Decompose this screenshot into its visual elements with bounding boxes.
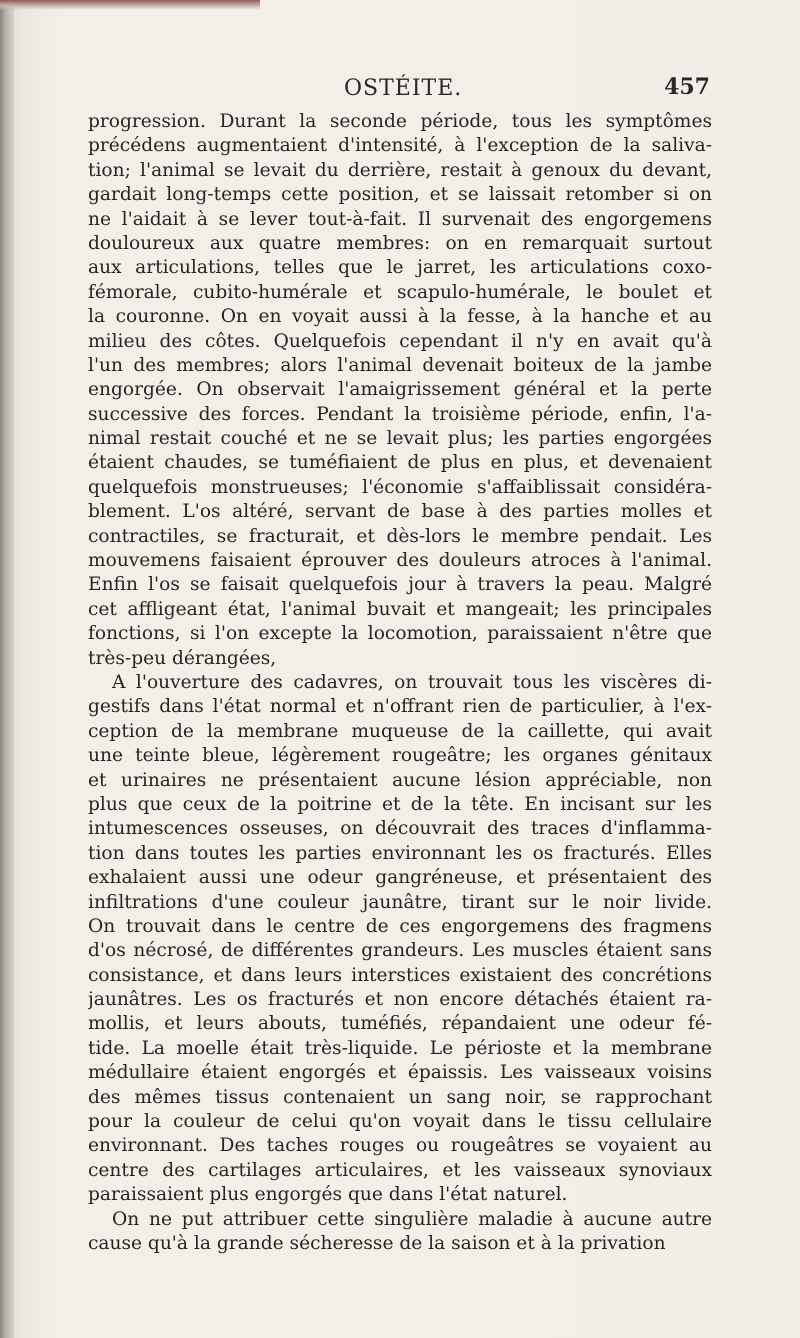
text-line: Enfin l'os se faisait quelquefois jour à travers la peau. Malgré [88, 574, 712, 596]
paragraph [88, 671, 712, 1208]
paragraph [88, 1208, 712, 1257]
text-line: paraissaient plus engorgés que dans l'état naturel. [88, 1184, 568, 1206]
text-line: contractiles, se fracturait, et dès-lors le membre pendait. Les [88, 525, 712, 547]
text-line: A l'ouverture des cadavres, on trouvait tous les viscères di- [112, 671, 712, 693]
text-line: plus que ceux de la poitrine et de la tête. En incisant sur les [88, 793, 712, 815]
text-line: gardait long-temps cette position, et se laissait retomber si on [88, 184, 712, 206]
text-line: étaient chaudes, se tuméfiaient de plus en plus, et devenaient [88, 452, 712, 474]
text-line: blement. L'os altéré, servant de base à des parties molles et [88, 501, 712, 523]
page-header [88, 72, 710, 112]
text-line: ne l'aidait à se lever tout-à-fait. Il survenait des engorgemens [88, 208, 712, 230]
text-line: fémorale, cubito-humérale et scapulo-humérale, le boulet et [88, 281, 712, 303]
text-line: précédens augmentaient d'intensité, à l'exception de la saliva- [88, 135, 712, 157]
text-line: infiltrations d'une couleur jaunâtre, tirant sur le noir livide. [88, 891, 712, 913]
text-line: ception de la membrane muqueuse de la caillette, qui avait [88, 720, 712, 742]
text-line: On trouvait dans le centre de ces engorgemens des fragmens [88, 915, 712, 937]
book-spine [0, 0, 14, 1338]
text-line: très-peu dérangées, [88, 647, 277, 669]
text-line: aux articulations, telles que le jarret, les articulations coxo- [88, 257, 712, 279]
text-line: douloureux aux quatre membres: on en remarquait surtout [88, 232, 712, 254]
text-line: intumescences osseuses, on découvrait des traces d'inflamma- [88, 818, 712, 840]
page-edge-band [0, 0, 260, 10]
text-line: mollis, et leurs abouts, tuméfiés, répandaient une odeur fé- [88, 1013, 712, 1035]
text-line: engorgée. On observait l'amaigrissement général et la perte [88, 379, 712, 401]
text-line: centre des cartilages articulaires, et les vaisseaux synoviaux [88, 1159, 712, 1181]
body-text [88, 110, 712, 1256]
text-line: tion; l'animal se levait du derrière, restait à genoux du devant, [88, 159, 712, 181]
text-line: environnant. Des taches rouges ou rougeâtres se voyaient au [88, 1135, 712, 1157]
text-line: successive des forces. Pendant la troisième période, enfin, l'a- [88, 403, 712, 425]
text-line: mouvemens faisaient éprouver des douleurs atroces à l'animal. [88, 550, 712, 572]
text-line: tide. La moelle était très-liquide. Le périoste et la membrane [88, 1037, 712, 1059]
text-line: consistance, et dans leurs interstices existaient des concrétions [88, 964, 712, 986]
text-line: fonctions, si l'on excepte la locomotion, paraissaient n'être que [88, 623, 712, 645]
text-line: et urinaires ne présentaient aucune lésion appréciable, non [88, 769, 712, 791]
text-line: cause qu'à la grande sécheresse de la saison et à la privation [88, 1232, 666, 1254]
text-line: médullaire étaient engorgés et épaissis. Les vaisseaux voisins [88, 1062, 712, 1084]
text-line: cet affligeant état, l'animal buvait et mangeait; les principales [88, 598, 712, 620]
text-line: tion dans toutes les parties environnant les os fracturés. Elles [88, 842, 712, 864]
text-line: quelquefois monstrueuses; l'économie s'affaiblissait considéra- [88, 476, 712, 498]
paragraph [88, 110, 712, 671]
text-line: la couronne. On en voyait aussi à la fesse, à la hanche et au [88, 306, 712, 328]
text-line: l'un des membres; alors l'animal devenait boiteux de la jambe [88, 354, 712, 376]
text-line: pour la couleur de celui qu'on voyait dans le tissu cellulaire [88, 1111, 712, 1133]
text-line: progression. Durant la seconde période, tous les symptômes [88, 111, 712, 132]
text-line: une teinte bleue, légèrement rougeâtre; les organes génitaux [88, 745, 712, 767]
running-head: OSTÉITE. [344, 76, 463, 101]
text-line: jaunâtres. Les os fracturés et non encore détachés étaient ra- [88, 989, 712, 1011]
text-line: milieu des côtes. Quelquefois cependant il n'y en avait qu'à [88, 330, 712, 352]
text-line: d'os nécrosé, de différentes grandeurs. Les muscles étaient sans [88, 940, 712, 962]
text-line: des mêmes tissus contenaient un sang noir, se rapprochant [88, 1086, 712, 1108]
page-number: 457 [664, 74, 710, 100]
text-line: On ne put attribuer cette singulière maladie à aucune autre [112, 1208, 712, 1230]
text-line: nimal restait couché et ne se levait plus; les parties engorgées [88, 428, 712, 450]
text-line: gestifs dans l'état normal et n'offrant rien de particulier, à l'ex- [88, 696, 712, 718]
text-line: exhalaient aussi une odeur gangréneuse, et présentaient des [88, 867, 712, 889]
